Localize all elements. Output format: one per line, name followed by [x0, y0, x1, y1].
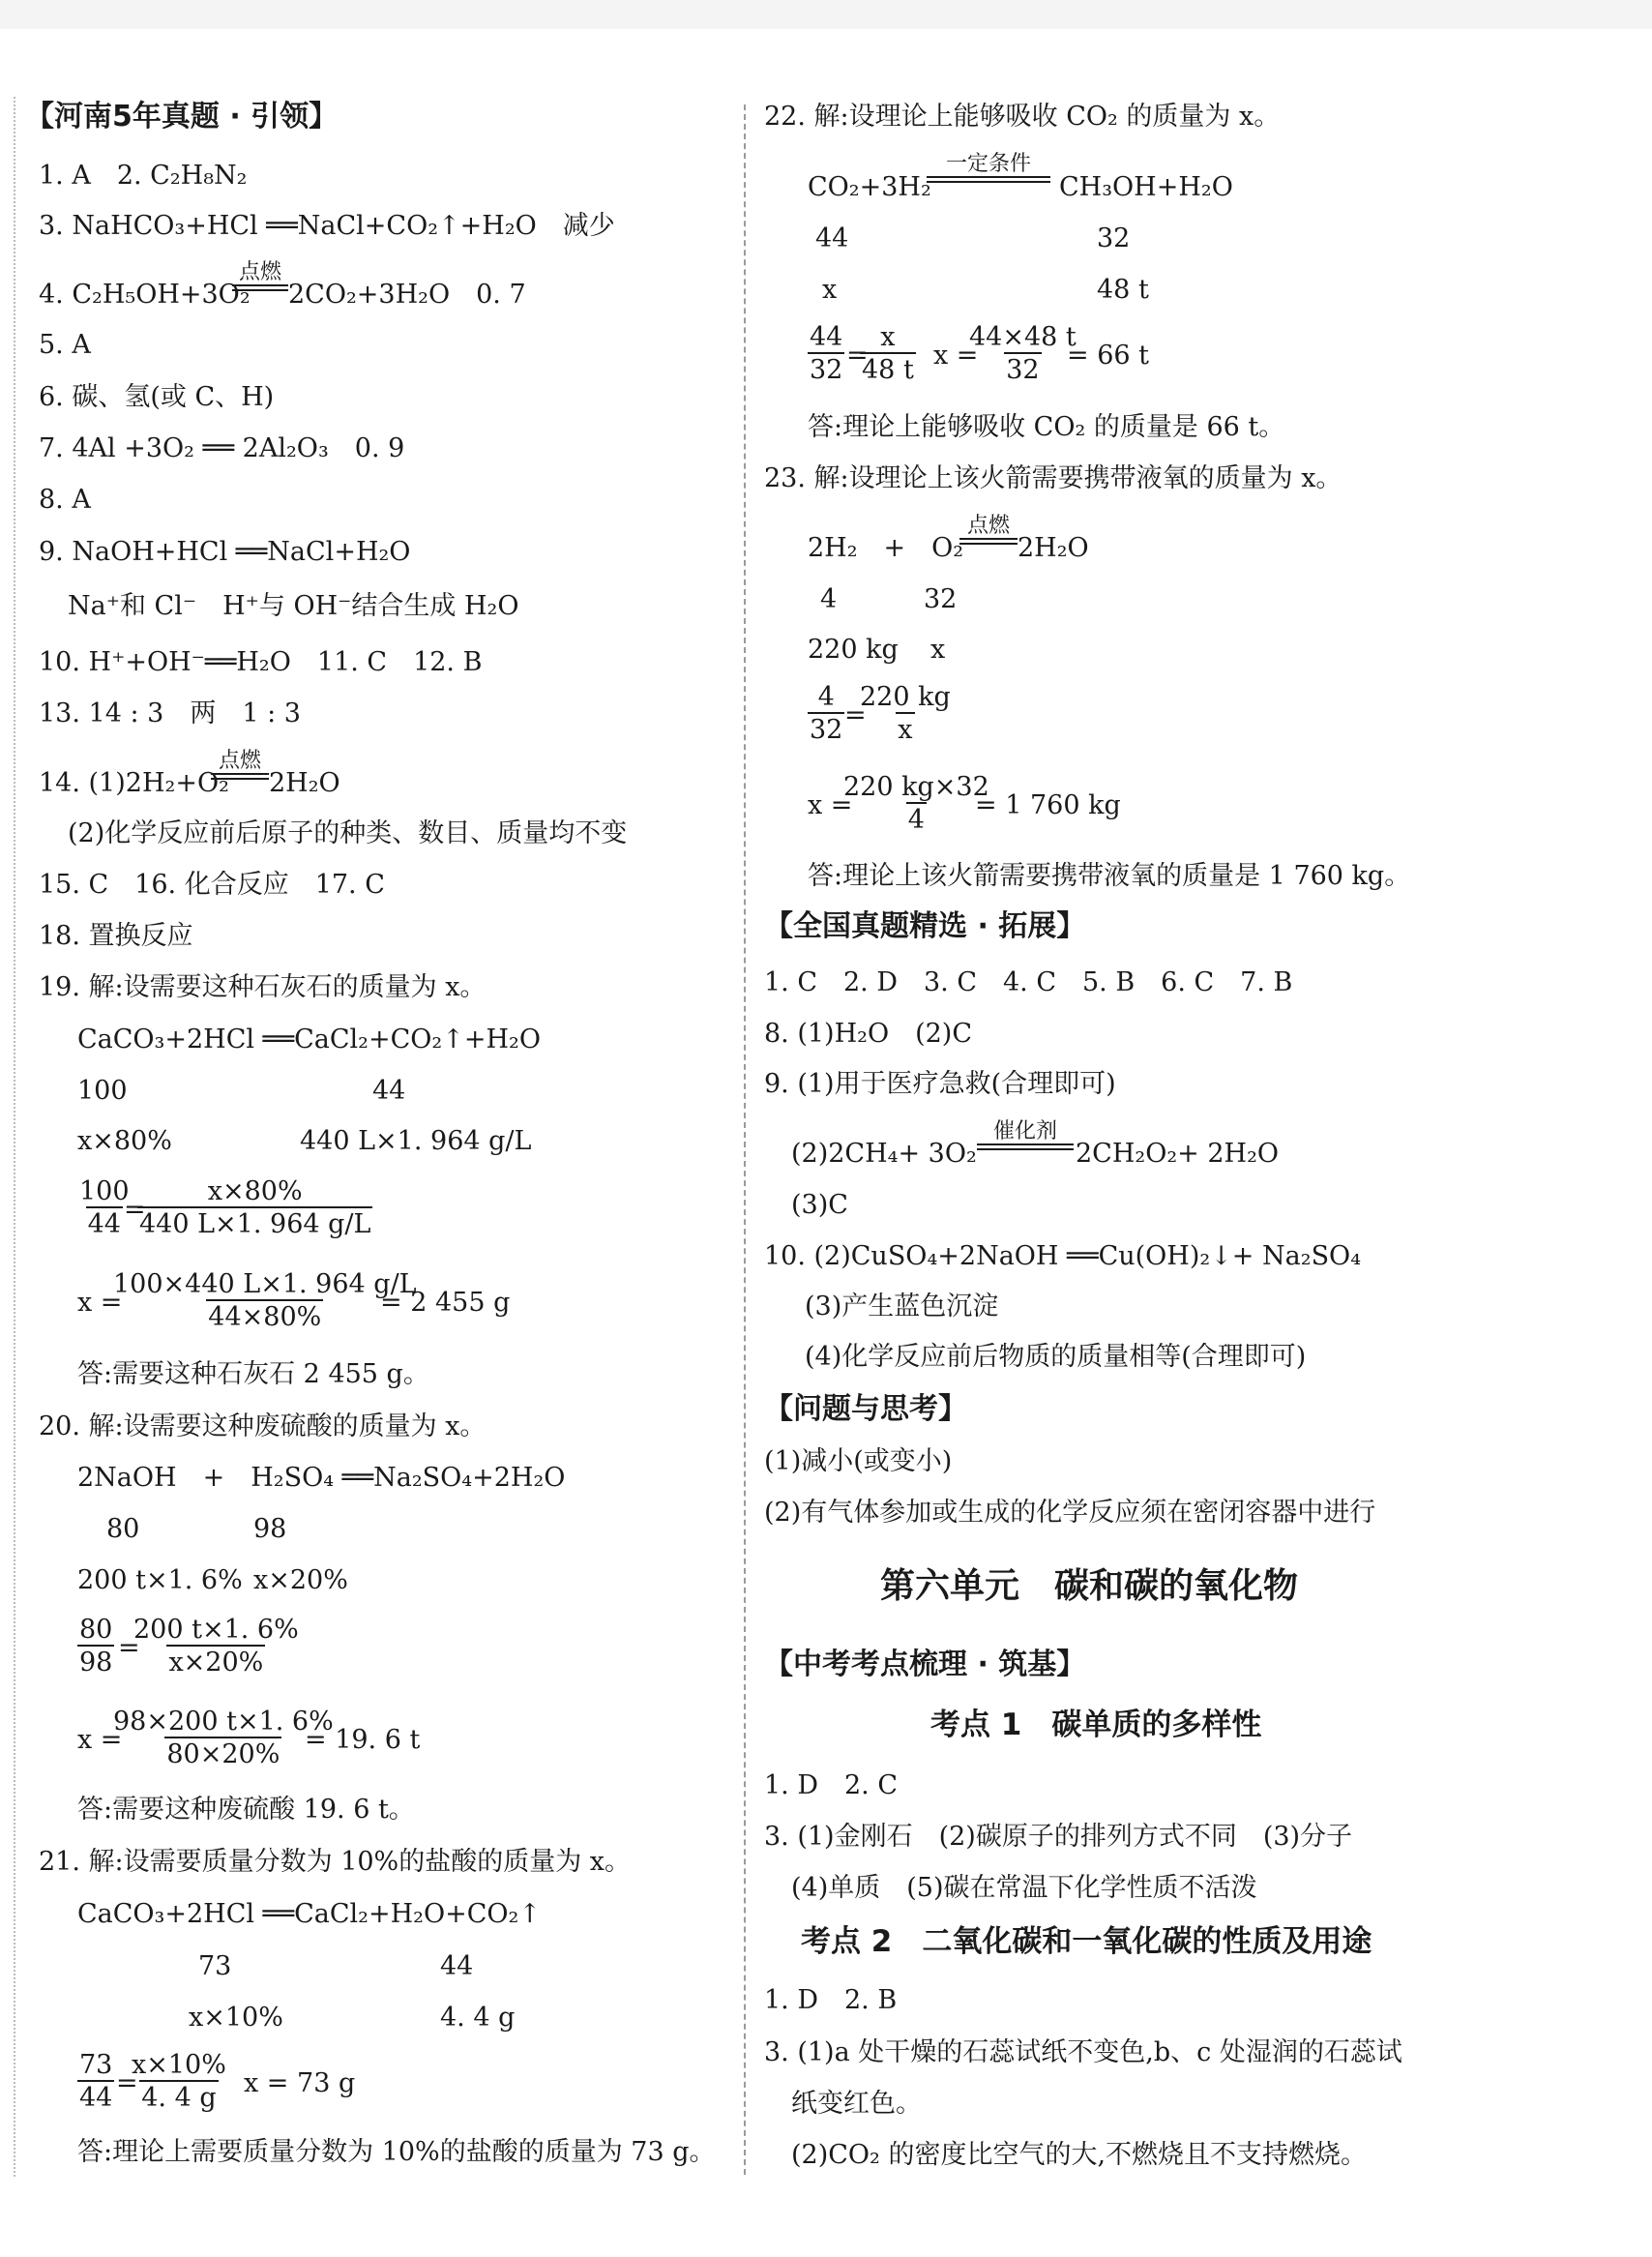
- answer-line: 答:理论上能够吸收 CO₂ 的质量是 66 t。: [808, 412, 1285, 442]
- fraction: $\frac{4}{32}$: [810, 682, 843, 745]
- mass-value: 100: [77, 1076, 128, 1106]
- unit-title: 第六单元 碳和碳的氧化物: [880, 1566, 1299, 1606]
- condition-text: 点燃: [966, 514, 1010, 538]
- answer-line: (2)有气体参加或生成的化学反应须在密闭容器中进行: [764, 1498, 1376, 1528]
- answer-line: (4)单质 (5)碳在常温下化学性质不活泼: [791, 1873, 1257, 1903]
- answer-line: 22. 解:设理论上能够吸收 CO₂ 的质量为 x。: [764, 102, 1281, 132]
- topic-heading: 考点 1 碳单质的多样性: [930, 1708, 1262, 1742]
- equation-line: CO₂+3H₂: [808, 172, 931, 202]
- answer-line: 答:需要这种废硫酸 19. 6 t。: [77, 1795, 415, 1825]
- mass-value: 32: [924, 584, 958, 614]
- condition-text: 催化剂: [992, 1119, 1057, 1143]
- mass-value: 4. 4 g: [440, 2003, 516, 2033]
- mass-value: x×80%: [77, 1126, 172, 1156]
- section-header-review: 【中考考点梳理 · 筑基】: [764, 1648, 1086, 1681]
- equation-label: x =: [808, 790, 853, 820]
- mass-value: x: [822, 275, 838, 305]
- fraction: $\frac{44}{32}$: [810, 322, 843, 385]
- fraction: $\frac{73}{44}$: [79, 2050, 113, 2113]
- answer-line: 3. NaHCO₃+HCl ══NaCl+CO₂↑+H₂O 减少: [39, 211, 615, 241]
- answer-line: 2H₂O: [269, 768, 340, 798]
- result: = 66 t: [1067, 341, 1149, 371]
- answer-line: 23. 解:设理论上该火箭需要携带液氧的质量为 x。: [764, 463, 1342, 493]
- answer-line: 2CO₂+3H₂O 0. 7: [288, 280, 526, 310]
- answer-line: 8. A: [39, 485, 91, 515]
- mass-value: 73: [198, 1951, 232, 1981]
- answer-line: 9. NaOH+HCl ══NaCl+H₂O: [39, 537, 411, 567]
- mass-value: 48 t: [1097, 275, 1149, 305]
- answer-line: 10. H⁺+OH⁻══H₂O 11. C 12. B: [39, 647, 483, 677]
- mass-value: x×10%: [189, 2003, 283, 2033]
- fraction: $\frac{x\times 80\%}{440 L\times 1. 964 g/L}$: [139, 1176, 371, 1239]
- mass-value: 44: [815, 223, 849, 253]
- answer-line: 4. C₂H₅OH+3O₂: [39, 280, 251, 310]
- reaction-condition: [977, 1120, 1074, 1150]
- equation-line: 2H₂ + O₂: [808, 533, 964, 563]
- mass-value: 44: [372, 1076, 406, 1106]
- equation-label: x =: [77, 1288, 123, 1318]
- fraction: $\frac{98\times 200 t\times 1. 6\%}{80\times 20\%}$: [113, 1707, 334, 1769]
- answer-line: 3. (1)a 处干燥的石蕊试纸不变色,b、c 处湿润的石蕊试: [764, 2037, 1402, 2067]
- equation-line: CaCO₃+2HCl ══CaCl₂+CO₂↑+H₂O: [77, 1025, 541, 1054]
- result: = 19. 6 t: [305, 1725, 421, 1755]
- mass-value: 4: [820, 584, 838, 614]
- answer-line: (1)减小(或变小): [764, 1446, 953, 1476]
- fraction: $\frac{200 t\times 1. 6\%}{x\times 20\%}$: [133, 1615, 299, 1678]
- equation-label: x =: [77, 1725, 123, 1755]
- answer-line: 19. 解:设需要这种石灰石的质量为 x。: [39, 972, 487, 1002]
- answer-line: 14. (1)2H₂+O₂: [39, 768, 229, 798]
- answer-line: 1. D 2. B: [764, 1985, 898, 2015]
- reaction-condition: [211, 750, 269, 780]
- mass-value: x: [930, 635, 946, 665]
- answer-line: 答:需要这种石灰石 2 455 g。: [77, 1359, 429, 1389]
- answer-line: (3)C: [791, 1190, 848, 1220]
- section-header-thinking: 【问题与思考】: [764, 1392, 967, 1426]
- answer-line: (2)2CH₄+ 3O₂: [791, 1139, 977, 1169]
- equation-line: 2NaOH + H₂SO₄ ══Na₂SO₄+2H₂O: [77, 1463, 566, 1493]
- answer-line: 3. (1)金刚石 (2)碳原子的排列方式不同 (3)分子: [764, 1822, 1353, 1852]
- answer-line: (2)CO₂ 的密度比空气的大,不燃烧且不支持燃烧。: [791, 2140, 1368, 2170]
- answer-line: 1. D 2. C: [764, 1770, 898, 1800]
- mass-value: 98: [253, 1514, 287, 1544]
- answer-line: 7. 4Al +3O₂ ══ 2Al₂O₃ 0. 9: [39, 433, 405, 463]
- reaction-condition: [927, 153, 1050, 183]
- fraction: $\frac{x\times 10\%}{4. 4 g}$: [132, 2050, 226, 2113]
- fraction: $\frac{80}{98}$: [79, 1615, 113, 1678]
- mass-value: 32: [1097, 223, 1131, 253]
- result: = 1 760 kg: [975, 790, 1121, 820]
- result: x = 73 g: [244, 2068, 356, 2098]
- answer-line: 答:理论上需要质量分数为 10%的盐酸的质量为 73 g。: [77, 2137, 716, 2167]
- mass-value: 440 L×1. 964 g/L: [300, 1126, 532, 1156]
- answer-line: 1. A 2. C₂H₈N₂: [39, 161, 248, 191]
- mass-value: 44: [440, 1951, 474, 1981]
- answer-line: 8. (1)H₂O (2)C: [764, 1019, 972, 1049]
- equation-label: x =: [933, 341, 979, 371]
- fraction: $\frac{220 kg}{x}$: [860, 682, 951, 745]
- fraction: $\frac{100}{44}$: [79, 1176, 130, 1239]
- column-divider: [744, 104, 746, 2175]
- condition-text: 点燃: [238, 260, 281, 284]
- result: = 2 455 g: [380, 1288, 511, 1318]
- answer-line: 6. 碳、氢(或 C、H): [39, 382, 275, 412]
- reaction-condition: [959, 515, 1018, 545]
- condition-text: 一定条件: [945, 152, 1031, 176]
- equation-line: CH₃OH+H₂O: [1059, 172, 1233, 202]
- topic-heading: 考点 2 二氧化碳和一氧化碳的性质及用途: [801, 1924, 1372, 1959]
- answer-line: 10. (2)CuSO₄+2NaOH ══Cu(OH)₂↓+ Na₂SO₄: [764, 1241, 1362, 1271]
- answer-line: 答:理论上该火箭需要携带液氧的质量是 1 760 kg。: [808, 861, 1411, 891]
- equation-line: CaCO₃+2HCl ══CaCl₂+H₂O+CO₂↑: [77, 1899, 541, 1929]
- mass-value: 220 kg: [808, 635, 899, 665]
- answer-line: 1. C 2. D 3. C 4. C 5. B 6. C 7. B: [764, 967, 1293, 997]
- mass-value: 200 t×1. 6%: [77, 1565, 243, 1595]
- mass-value: 80: [106, 1514, 140, 1544]
- answer-line: 2CH₂O₂+ 2H₂O: [1076, 1139, 1280, 1169]
- answer-line: 20. 解:设需要这种废硫酸的质量为 x。: [39, 1411, 487, 1441]
- answer-line: 13. 14 : 3 两 1 : 3: [39, 698, 301, 728]
- reaction-condition: [232, 261, 288, 291]
- answer-page: 【河南5年真题 · 引领】 1. A 2. C₂H₈N₂ 3. NaHCO₃+HCl ══NaCl+CO₂↑+H₂O 减少 4. C₂H₅OH+3O₂ 点燃 2CO₂+3H₂O 0. 7 5. A 6. 碳、氢(或 C、H) 7. 4Al +3O₂ ══ 2Al₂O₃ 0. 9 8. A 9. NaOH+HCl ══NaCl+H₂O Na⁺和 Cl⁻ H⁺与 OH⁻结合生成 H₂O 10. H⁺+OH⁻══H₂O 11. C 12. B 13. 14 : 3 两 1 : 3 14. (1)2H₂+O₂ 点燃 2H₂O (2)化学反应前后原子的种类、数目、质量均不变 15. C 16. 化合反应 17. C 18. 置换反应 19. 解:设需要这种石灰石的质量为 x。 CaCO₃+2HCl ══CaCl₂+CO₂↑+H₂O 100 44 x×80% 440 L×1. 964 g/L $\frac{100}{44}$ = $\frac{x\times 80\%}{440 L\times 1. 964 g/L}$ x = $\frac{100\times 440 L\times 1. 964 g/L}{44\times 80\%}$ = 2 455 g 答:需要这种石灰石 2 455 g。 20. 解:设需要这种废硫酸的质量为 x。 2NaOH + H₂SO₄ ══Na₂SO₄+2H₂O 80 98 200 t×1. 6% x×20% $\frac{80}{98}$ = $\frac{200 t\times 1. 6\%}{x\times 20\%}$ x = $\frac{98\times 200 t\times 1. 6\%}{80\times 20\%}$ = 19. 6 t 答:需要这种废硫酸 19. 6 t。 21. 解:设需要质量分数为 10%的盐酸的质量为 x。 CaCO₃+2HCl ══CaCl₂+H₂O+CO₂↑ 73 44 x×10% 4. 4 g $\frac{73}{44}$ = $\frac{x\times 10\%}{4. 4 g}$ x = 73 g 答:理论上需要质量分数为 10%的盐酸的质量为 73 g。 22. 解:设理论上能够吸收 CO₂ 的质量为 x。 CO₂+3H₂ 一定条件 CH₃OH+H₂O 44 32 x 48 t $\frac{44}{32}$ = $\frac{x}{48 t}$ x = $\frac{44\times 48 t}{32}$ = 66 t 答:理论上能够吸收 CO₂ 的质量是 66 t。 23. 解:设理论上该火箭需要携带液氧的质量为 x。 2H₂ + O₂ 点燃 2H₂O 4 32 220 kg x $\frac{4}{32}$ = $\frac{220 kg}{x}$ x = $\frac{220 kg\times 32}{4}$ = 1 760 kg 答:理论上该火箭需要携带液氧的质量是 1 760 kg。 【全国真题精选 · 拓展】 1. C 2. D 3. C 4. C 5. B 6. C 7. B 8. (1)H₂O (2)C 9. (1)用于医疗急救(合理即可) (2)2CH₄+ 3O₂ 催化剂 2CH₂O₂+ 2H₂O (3)C 10. (2)CuSO₄+2NaOH ══Cu(OH)₂↓+ Na₂SO₄ (3)产生蓝色沉淀 (4)化学反应前后物质的质量相等(合理即可) 【问题与思考】 (1)减小(或变小) (2)有气体参加或生成的化学反应须在密闭容器中进行 第六单元 碳和碳的氧化物 【中考考点梳理 · 筑基】 考点 1 碳单质的多样性 1. D 2. C 3. (1)金刚石 (2)碳原子的排列方式不同 (3)分子 (4)单质 (5)碳在常温下化学性质不活泼 考点 2 二氧化碳和一氧化碳的性质及用途 1. D 2. B 3. (1)a 处干燥的石蕊试纸不变色,b、c 处湿润的石蕊试 纸变红色。 (2)CO₂ 的密度比空气的大,不燃烧且不支持燃烧。: [0, 0, 1652, 2257]
- mass-value: x×20%: [253, 1565, 348, 1595]
- left-margin-rule: [14, 97, 15, 2177]
- section-header-henan: 【河南5年真题 · 引领】: [25, 100, 339, 134]
- answer-line: (3)产生蓝色沉淀: [805, 1292, 999, 1322]
- scan-top-strip: [0, 0, 1652, 29]
- fraction: $\frac{44\times 48 t}{32}$: [969, 322, 1077, 385]
- answer-line: 纸变红色。: [791, 2089, 922, 2119]
- fraction: $\frac{220 kg\times 32}{4}$: [843, 772, 989, 835]
- answer-line: 5. A: [39, 330, 91, 360]
- fraction: $\frac{x}{48 t}$: [862, 322, 914, 385]
- answer-line: 9. (1)用于医疗急救(合理即可): [764, 1069, 1116, 1099]
- equation-line: 2H₂O: [1018, 533, 1089, 563]
- answer-line: (4)化学反应前后物质的质量相等(合理即可): [805, 1342, 1307, 1372]
- answer-line: 21. 解:设需要质量分数为 10%的盐酸的质量为 x。: [39, 1847, 632, 1877]
- answer-line: Na⁺和 Cl⁻ H⁺与 OH⁻结合生成 H₂O: [68, 591, 519, 621]
- answer-line: 18. 置换反应: [39, 921, 193, 951]
- answer-line: (2)化学反应前后原子的种类、数目、质量均不变: [68, 818, 628, 848]
- answer-line: 15. C 16. 化合反应 17. C: [39, 870, 385, 900]
- section-header-national: 【全国真题精选 · 拓展】: [764, 909, 1086, 943]
- condition-text: 点燃: [218, 749, 261, 773]
- fraction: $\frac{100\times 440 L\times 1. 964 g/L}{44\times 80\%}$: [113, 1269, 417, 1332]
